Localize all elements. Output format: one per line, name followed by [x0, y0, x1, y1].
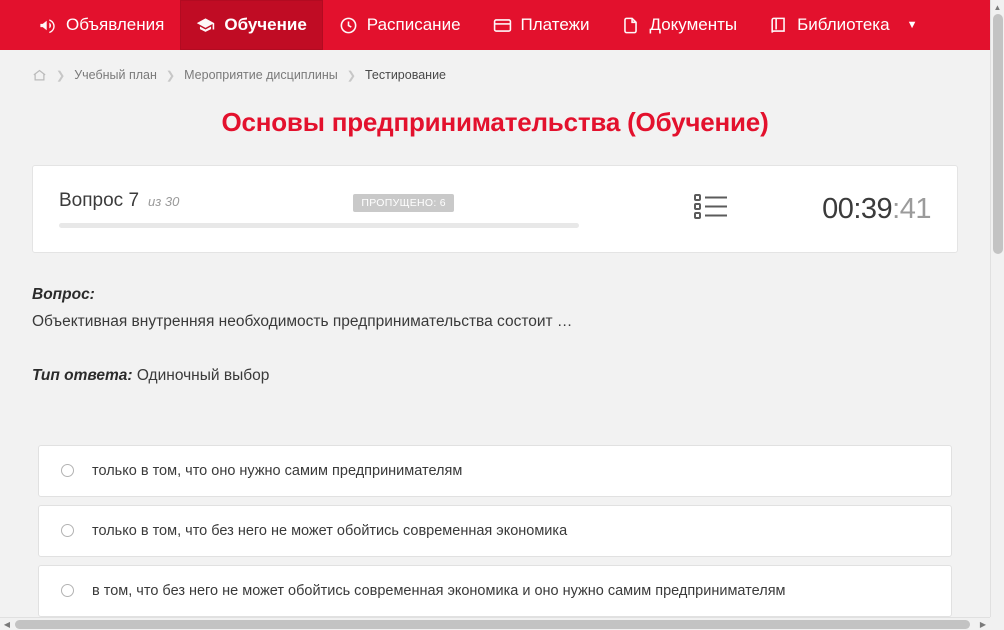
vertical-scrollbar[interactable] — [990, 0, 1004, 617]
document-icon — [621, 16, 640, 35]
question-progress-section — [59, 190, 599, 228]
question-number: Вопрос 7 — [59, 190, 140, 211]
answer-option-label: только в том, что оно нужно самим предпринимателям — [92, 462, 463, 479]
breadcrumb — [0, 57, 990, 93]
radio-button-icon[interactable] — [61, 584, 74, 597]
breadcrumb-item-curriculum[interactable]: Учебный план — [74, 68, 157, 82]
answer-type-value: Одиночный выбор — [136, 366, 270, 384]
clock-icon — [339, 16, 358, 35]
radio-button-icon[interactable] — [61, 524, 74, 537]
scroll-left-arrow-icon[interactable]: ◀ — [3, 619, 11, 629]
answer-option[interactable] — [38, 565, 952, 617]
graduation-cap-icon — [196, 16, 215, 35]
answer-option-label: в том, что без него не может обойтись современная экономика и оно нужно самим предпринимателям — [92, 582, 786, 599]
credit-card-icon — [493, 16, 512, 35]
question-label: Вопрос: — [32, 286, 95, 303]
breadcrumb-separator: ❯ — [56, 69, 66, 82]
question-list-toggle-area — [599, 192, 822, 227]
answer-option[interactable] — [38, 445, 952, 497]
answer-options-list — [38, 445, 952, 617]
scrollbar-corner — [990, 617, 1004, 630]
nav-item-label: Обучение — [224, 15, 307, 34]
page-title: Основы предпринимательства (Обучение) — [221, 107, 769, 137]
nav-item-library[interactable] — [753, 0, 933, 50]
nav-item-payments[interactable] — [477, 0, 606, 50]
answer-option-label: только в том, что без него не может обойтись современная экономика — [92, 522, 568, 539]
answer-type-row — [32, 367, 958, 385]
quiz-header-card — [32, 165, 958, 253]
radio-button-icon[interactable] — [61, 464, 74, 477]
horizontal-scrollbar-thumb[interactable] — [15, 620, 970, 629]
answer-type-label: Тип ответа: — [32, 366, 133, 384]
horizontal-scrollbar[interactable] — [0, 617, 1004, 630]
timer — [822, 193, 931, 226]
timer-main: 00:39 — [822, 192, 893, 225]
breadcrumb-separator: ❯ — [165, 69, 176, 82]
nav-item-label: Объявления — [66, 15, 165, 34]
main-navigation — [0, 0, 990, 50]
nav-item-label: Библиотека — [797, 15, 890, 34]
breadcrumb-item-testing[interactable]: Тестирование — [364, 68, 447, 82]
nav-item-label: Платежи — [520, 15, 590, 34]
status-badge: ПРОПУЩЕНО: 6 — [353, 194, 454, 212]
question-counter-row — [59, 190, 599, 212]
vertical-scrollbar-thumb[interactable] — [993, 14, 1003, 254]
timer-seconds: :41 — [892, 192, 931, 225]
breadcrumb-item-discipline-event[interactable]: Мероприятие дисциплины — [184, 68, 338, 82]
question-text: Объективная внутренняя необходимость предпринимательства состоит … — [32, 313, 573, 330]
scroll-up-arrow-icon[interactable]: ▲ — [993, 2, 1002, 12]
answer-option[interactable] — [38, 505, 952, 557]
scroll-right-arrow-icon[interactable]: ▶ — [979, 620, 987, 629]
progress-bar — [59, 223, 579, 228]
nav-item-documents[interactable] — [605, 0, 753, 50]
home-icon[interactable] — [32, 68, 47, 83]
nav-item-label: Документы — [649, 15, 738, 34]
breadcrumb-separator: ❯ — [346, 69, 356, 82]
nav-item-education[interactable] — [180, 0, 322, 50]
nav-item-schedule[interactable] — [323, 0, 477, 50]
question-total: из 30 — [148, 194, 180, 209]
question-body — [32, 286, 958, 385]
nav-item-announcements[interactable] — [22, 0, 180, 50]
megaphone-icon — [38, 16, 57, 35]
nav-item-label: Расписание — [366, 15, 461, 34]
book-icon — [769, 16, 788, 35]
list-view-icon[interactable] — [694, 192, 728, 227]
chevron-down-icon: ▼ — [906, 18, 918, 31]
